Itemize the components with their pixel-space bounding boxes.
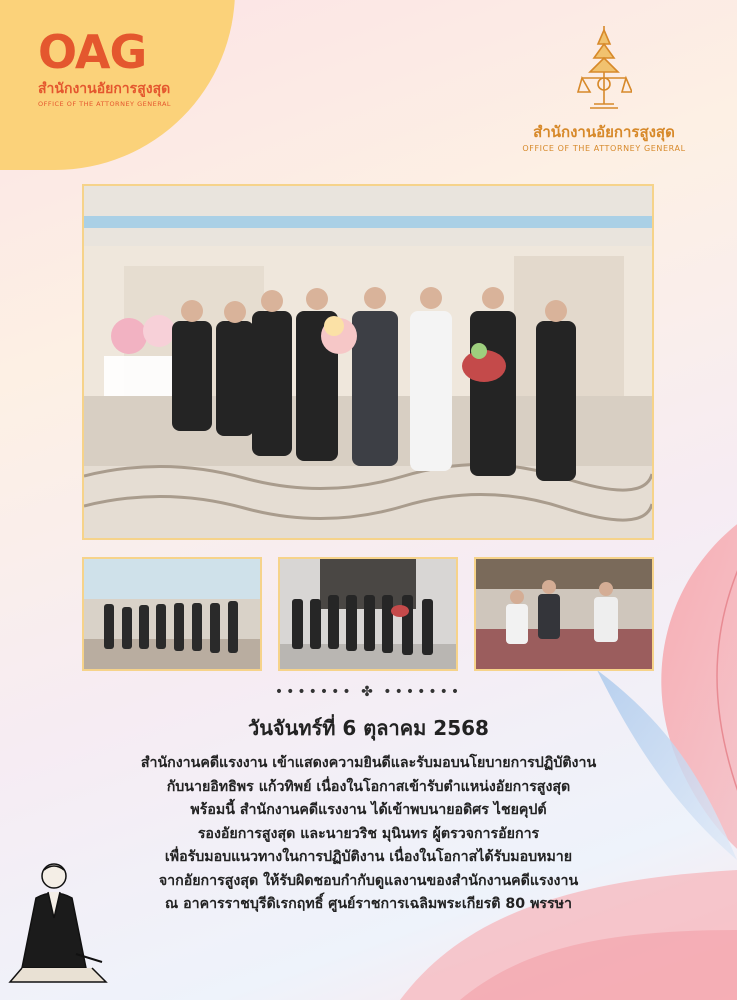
body-line: จากอัยการสูงสุด ให้รับผิดชอบกำกับดูแลงานของสำนักงานคดีแรงงาน [158,872,579,889]
body-line: เพื่อรับมอบแนวทางในการปฏิบัติงาน เนื่องในโอกาสได้รับมอบหมาย [164,849,573,865]
attorney-portrait-illustration [6,858,116,988]
thumbnail-photo-3 [474,557,654,671]
logo-letters: OAG [38,25,147,79]
attorney-general-emblem [509,24,699,153]
body-line: กับนายอิทธิพร แก้วทิพย์ เนื่องในโอกาสเข้ารับตำแหน่งอัยการสูงสุด [166,778,571,795]
emblem-thai-name: สำนักงานอัยการสูงสุด [533,123,675,141]
news-body [40,752,697,917]
event-date: วันจันทร์ที่ 6 ตุลาคม 2568 [248,716,489,740]
thumbnail-photo-1 [82,557,262,671]
body-line: ณ อาคารราชบุรีดิเรกฤทธิ์ ศูนย์ราชการเฉลิมพระเกียรติ 80 พรรษา [164,896,572,912]
logo-english-name: OFFICE OF THE ATTORNEY GENERAL [38,100,172,108]
body-line: สำนักงานคดีแรงงาน เข้าแสดงความยินดีและรับมอบนโยบายการปฏิบัติงาน [140,755,597,771]
body-line: พร้อมนี้ สำนักงานคดีแรงงาน ได้เข้าพบนายอดิศร ไชยคุปต์ [190,802,547,818]
logo-thai-name: สำนักงานอัยการสูงสุด [38,81,171,97]
oag-logo [38,25,178,108]
body-line: รองอัยการสูงสุด และนายวริช มุนินทร ผู้ตรวจการอัยการ [197,825,540,842]
thumbnail-photo-2 [278,557,458,671]
scales-emblem-icon [576,24,632,114]
emblem-english-name: OFFICE OF THE ATTORNEY GENERAL [522,144,686,153]
ornamental-divider: ••••••• ✤ ••••••• [274,684,463,700]
main-group-photo [82,184,654,540]
